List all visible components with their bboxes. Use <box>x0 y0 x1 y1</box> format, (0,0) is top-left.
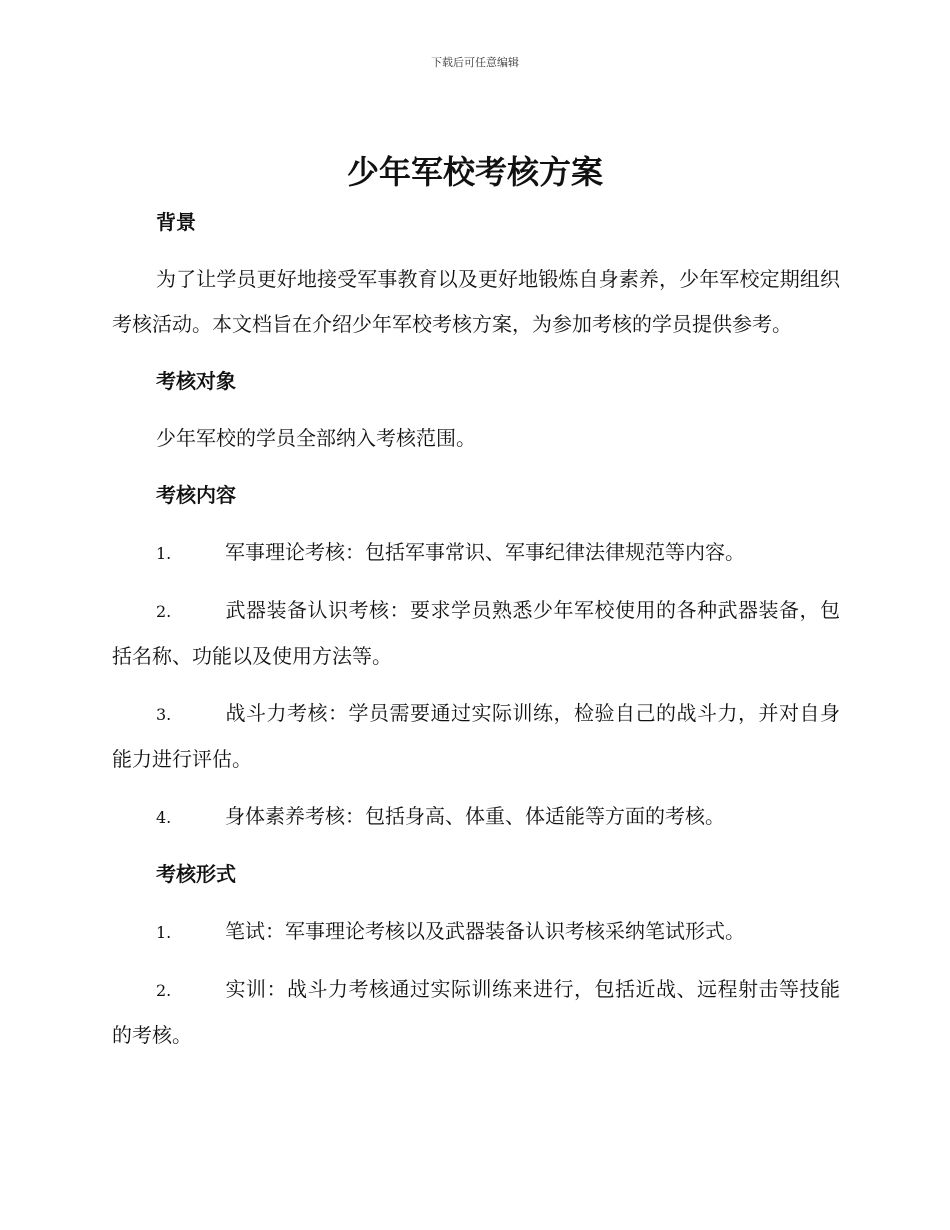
list-item <box>112 794 840 840</box>
list-item-text: 军事理论考核：包括军事常识、军事纪律法律规范等内容。 <box>225 540 745 564</box>
list-item-text: 身体素养考核：包括身高、体重、体适能等方面的考核。 <box>225 804 725 828</box>
target-paragraph: 少年军校的学员全部纳入考核范围。 <box>156 426 476 450</box>
list-item-text: 战斗力考核：学员需要通过实际训练，检验自己的战斗力，并对自身能力进行评估。 <box>112 701 840 771</box>
list-item-text: 实训：战斗力考核通过实际训练来进行，包括近战、远程射击等技能的考核。 <box>112 977 840 1047</box>
list-item-text: 武器装备认识考核：要求学员熟悉少年军校使用的各种武器装备，包括名称、功能以及使用方法等。 <box>112 598 840 668</box>
document-title: 少年军校考核方案 <box>346 153 603 191</box>
list-item-number: 1. <box>156 544 172 563</box>
list-item-number: 3. <box>156 705 172 724</box>
list-item <box>112 691 840 782</box>
list-item <box>112 530 840 576</box>
list-item <box>112 588 840 679</box>
header-note: 下载后可任意编辑 <box>431 56 519 69</box>
section-heading-background: 背景 <box>156 210 196 234</box>
background-paragraph: 为了让学员更好地接受军事教育以及更好地锻炼自身素养，少年军校定期组织考核活动。本文档旨在介绍少年军校考核方案，为参加考核的学员提供参考。 <box>112 267 840 336</box>
list-item <box>112 909 840 955</box>
list-item-number: 4. <box>156 808 172 827</box>
section-heading-content: 考核内容 <box>156 483 236 507</box>
list-item-number: 2. <box>156 602 172 621</box>
document-body <box>112 200 840 1058</box>
list-item-number: 2. <box>156 981 172 1000</box>
list-item <box>112 967 840 1058</box>
list-item-number: 1. <box>156 923 172 942</box>
section-heading-target: 考核对象 <box>156 369 236 393</box>
list-item-text: 笔试：军事理论考核以及武器装备认识考核采纳笔试形式。 <box>225 919 745 943</box>
section-heading-form: 考核形式 <box>156 862 236 886</box>
